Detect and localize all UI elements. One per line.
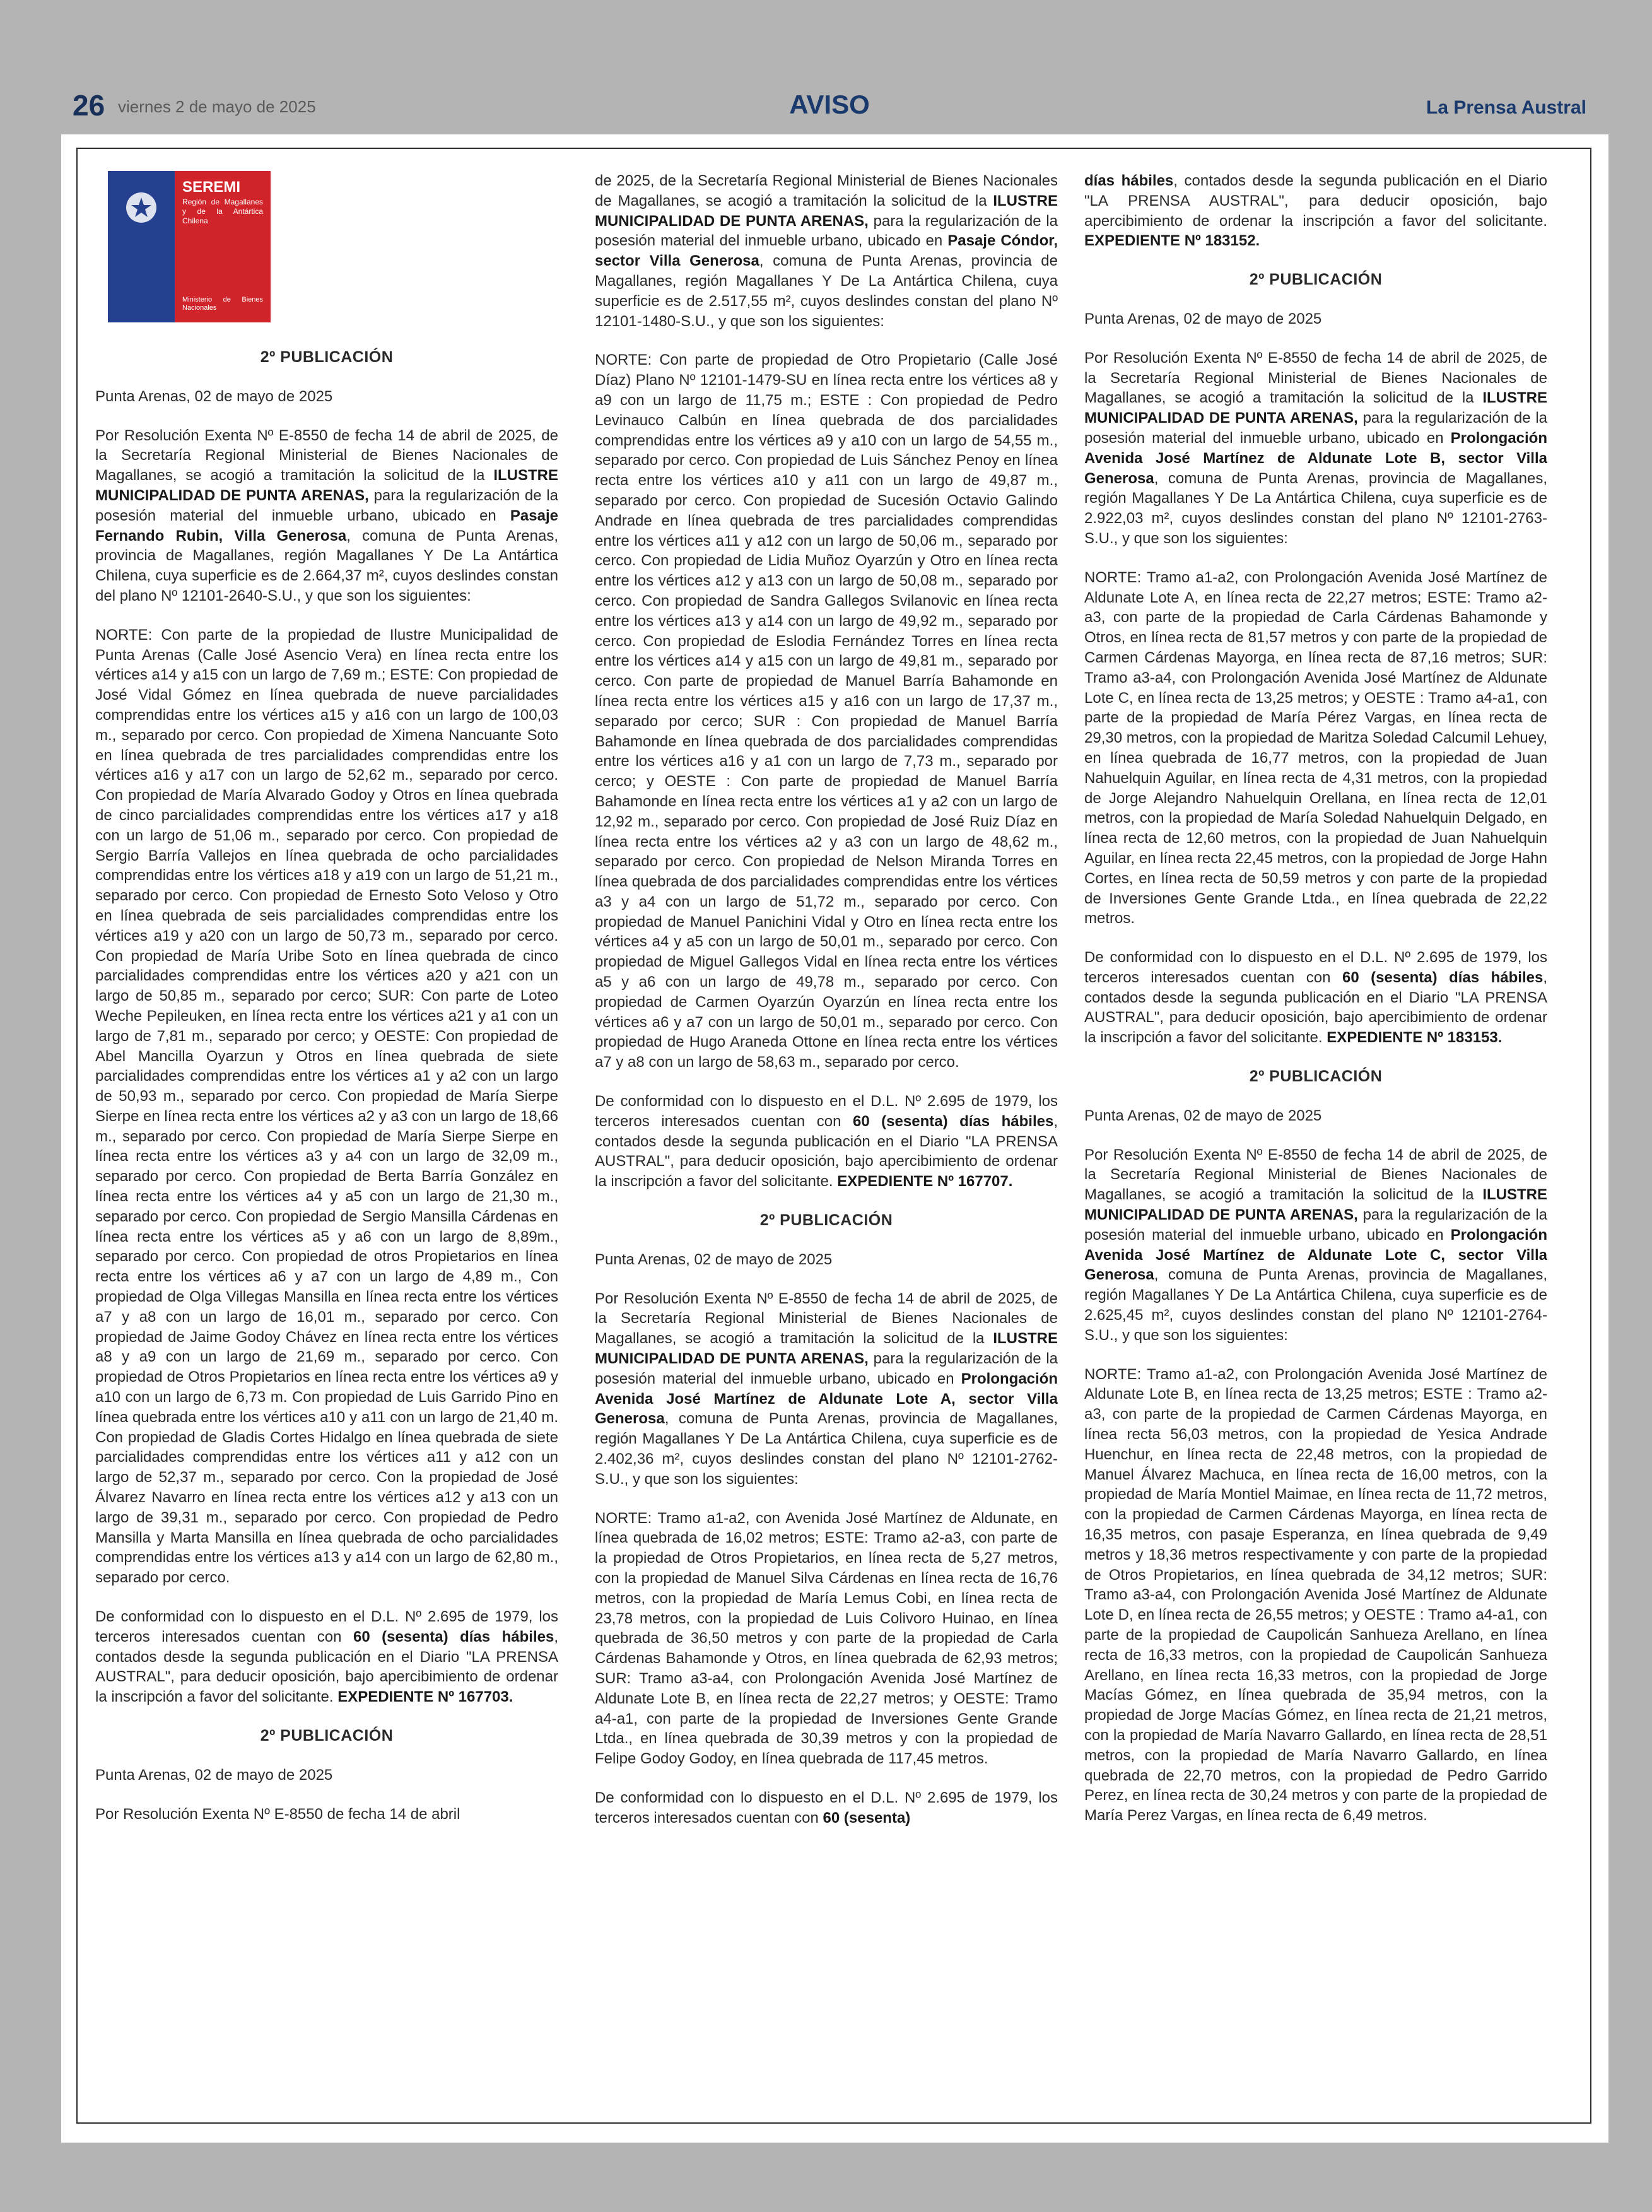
notice-boundaries: NORTE: Tramo a1-a2, con Prolongación Avenida José Martínez de Aldunate Lote B, en línea recta de 13,25 metros; ESTE : Tramo a2-a3, con parte de la propiedad de Carmen Cárdenas Mayorga, en línea recta 56,03 metros, con la propiedad de Yesica Andrade Huenchur, en línea recta de 22,48 metros, con la propiedad de Manuel Álvarez Machuca, en línea recta de 16,00 metros, con la propiedad de María Montiel Maimae, en línea recta de 11,72 metros, con la propiedad de Carmen Cárdenas Mayorga, en línea recta de 16,35 metros, con pasaje Esperanza, en línea quebrada de 9,49 metros y 18,36 metros respectivamente y con parte de la propiedad de Otros Propietarios, en línea quebrada de 34,12 metros; SUR: Tramo a3-a4, con Prolongación Avenida José Martínez de Aldunate Lote D, en línea recta de 26,55 metros; y OESTE : Tramo a4-a1, con parte de la propiedad de Caupolicán Sanhueza Arellano, en línea recta de 16,33 metros, con la propiedad de Caupolicán Sanhueza Arellano, en línea recta 16,33 metros, con la propiedad de Jorge Macías Gómez, en línea quebrada de 35,94 metros, con la propiedad de Jorge Macías Gómez, en línea recta de 21,21 metros, con la propiedad de María Navarro Gallardo, en línea recta de 28,51 metros, con la propiedad de María Navarro Gallardo, en línea quebrada de 22,70 metros, con la propiedad de Pedro Garrido Perez, en línea recta de 30,24 metros y con parte de la propiedad de María Perez Vargas, en línea recta de 6,49 metros. [1084,1365,1547,1825]
notice-heading: 2º PUBLICACIÓN [759,1211,893,1230]
notice-heading: 2º PUBLICACIÓN [260,1727,394,1744]
page-header [73,88,1586,126]
notice-intro: Por Resolución Exenta Nº E-8550 de fecha 14 de abril de 2025, de la Secretaría Regional Ministerial de Bienes Nacionales de Magallanes, se acogió a tramitación la solicitud de la ILUSTRE MUNICIPALIDAD DE PUNTA ARENAS, para la regularización de la posesión material del inmueble urbano, ubicado en Prolongación Avenida José Martínez de Aldunate Lote A, sector Villa Generosa, comuna de Punta Arenas, provincia de Magallanes, región Magallanes Y De La Antártica Chilena, cuya superficie es de 2.402,36 m², cuyos deslindes constan del plano Nº 12101-2762-S.U., y que son los siguientes: [595,1290,1058,1488]
notice-closing: De conformidad con lo dispuesto en el D.L. Nº 2.695 de 1979, los terceros interesados cuentan con 60 (sesenta) [595,1789,1058,1827]
coat-of-arms-icon [116,182,167,233]
logo-ministry: Ministerio de Bienes Nacionales [182,296,263,312]
logo-subtitle: Región de Magallanes y de la Antártica Chilena [182,197,263,225]
notice-dateline: Punta Arenas, 02 de mayo de 2025 [595,1250,833,1268]
section-title: AVISO [789,90,870,119]
notice-boundaries: NORTE: Tramo a1-a2, con Prolongación Avenida José Martínez de Aldunate Lote A, en línea recta de 22,27 metros; ESTE: Tramo a2-a3, con parte de la propiedad de Carla Cárdenas Bahamonde y Otros, en línea recta de 81,57 metros y con parte de la propiedad de Carmen Cárdenas Mayorga, en línea recta de 87,16 metros; SUR: Tramo a3-a4, con Prolongación Avenida José Martínez de Aldunate Lote C, en línea recta de 13,25 metros; y OESTE : Tramo a4-a1, con parte de la propiedad de María Pérez Vargas, en línea recta de 29,30 metros, con la propiedad de Maritza Soledad Calcumil Lehuey, en línea quebrada de 16,77 metros, con la propiedad de Juan Nahuelquin Aguilar, en línea recta de 4,31 metros, con la propiedad de Jorge Alejandro Nahuelquin Orellana, en línea recta de 12,01 metros, con la propiedad de María Soledad Nahuelquin Delgado, en línea recta de 12,60 metros, con la propiedad de Juan Nahuelquin Aguilar, en línea recta 22,45 metros, con la propiedad de Jorge Hahn Cortes, en línea recta de 50,59 metros y con parte de la propiedad de Inversiones Gente Grande Ltda., en línea quebrada de 22,22 metros. [1084,568,1547,927]
header-date: viernes 2 de mayo de 2025 [118,97,316,116]
column-3 [1084,171,1547,2108]
notice-boundaries: NORTE: Tramo a1-a2, con Avenida José Martínez de Aldunate, en línea quebrada de 16,02 metros; ESTE: Tramo a2-a3, con parte de la propiedad de Otros Propietarios, en línea recta de 5,27 metros, con la propiedad de Manuel Silva Cárdenas en línea recta de 16,76 metros, con la propiedad de María Lemus Cobi, en línea recta de 23,78 metros, con la propiedad de Luis Colivoro Huinao, en línea quebrada de 36,50 metros y con parte de la propiedad de Carla Cárdenas Bahamonde y Otros, en línea quebrada de 62,93 metros; SUR: Tramo a3-a4, con Prolongación Avenida José Martínez de Aldunate Lote B, en línea recta de 22,27 metros; y OESTE: Tramo a4-a1, con parte de la propiedad de Inversiones Gente Grande Ltda., en línea quebrada de 30,39 metros y con la propiedad de Felipe Godoy Godoy, en línea quebrada de 117,45 metros. [595,1509,1058,1768]
notice-dateline: Punta Arenas, 02 de mayo de 2025 [1084,1107,1322,1124]
notice-intro: Por Resolución Exenta Nº E-8550 de fecha 14 de abril de 2025, de la Secretaría Regional Ministerial de Bienes Nacionales de Magallanes, se acogió a tramitación la solicitud de la ILUSTRE MUNICIPALIDAD DE PUNTA ARENAS, para la regularización de la posesión material del inmueble urbano, ubicado en Prolongación Avenida José Martínez de Aldunate Lote C, sector Villa Generosa, comuna de Punta Arenas, provincia de Magallanes, región Magallanes Y De La Antártica Chilena, cuya superficie es de 2.625,45 m², cuyos deslindes constan del plano Nº 12101-2764-S.U., y que son los siguientes: [1084,1146,1547,1344]
seremi-logo [108,171,271,322]
notice-intro: de 2025, de la Secretaría Regional Ministerial de Bienes Nacionales de Magallanes, se acogió a tramitación la solicitud de la ILUSTRE MUNICIPALIDAD DE PUNTA ARENAS, para la regularización de la posesión material del inmueble urbano, ubicado en Pasaje Cóndor, sector Villa Generosa, comuna de Punta Arenas, provincia de Magallanes, región Magallanes Y De La Antártica Chilena, cuya superficie es de 2.517,55 m², cuyos deslindes constan del plano Nº 12101-1480-S.U., y que son los siguientes: [595,172,1058,330]
notice-page [61,134,1608,2143]
notice-closing: De conformidad con lo dispuesto en el D.L. Nº 2.695 de 1979, los terceros interesados cuentan con 60 (sesenta) días hábiles, contados desde la segunda publicación en el Diario "LA PRENSA AUSTRAL", para deducir oposición, bajo apercibimiento de ordenar la inscripción a favor del solicitante. EXPEDIENTE Nº 183153. [1084,949,1547,1047]
notice-intro: Por Resolución Exenta Nº E-8550 de fecha 14 de abril [95,1805,460,1823]
notice-heading: 2º PUBLICACIÓN [260,348,394,366]
page-number: 26 [73,89,105,122]
notice-heading: 2º PUBLICACIÓN [1249,1068,1383,1086]
notice-closing: De conformidad con lo dispuesto en el D.L. Nº 2.695 de 1979, los terceros interesados cuentan con 60 (sesenta) días hábiles, contados desde la segunda publicación en el Diario "LA PRENSA AUSTRAL", para deducir oposición, bajo apercibimiento de ordenar la inscripción a favor del solicitante. EXPEDIENTE Nº 167707. [595,1093,1058,1191]
notice-boundaries: NORTE: Con parte de la propiedad de Ilustre Municipalidad de Punta Arenas (Calle José Asencio Vera) en línea recta entre los vértices a14 y a15 con un largo de 7,69 m.; ESTE: Con propiedad de José Vidal Gómez en línea quebrada de nueve parcialidades comprendidas entre los vértices a15 y a16 con un largo de 100,03 m., separado por cerco. Con propiedad de Ximena Nancuante Soto en línea quebrada de tres parcialidades comprendidas entre los vértices a16 y a17 con un largo de 52,62 m., separado por cerco. Con propiedad de María Alvarado Godoy y Otros en línea quebrada de cinco parcialidades comprendidas entre los vértices a17 y a18 con un largo de 51,06 m., separado por cerco. Con propiedad de Sergio Barría Vallejos en línea quebrada de ocho parcialidades comprendidas entre los vértices a18 y a19 con un largo de 51,21 m., separado por cerco. Con propiedad de Ernesto Soto Veloso y Otro en línea quebrada de seis parcialidades comprendidas entre los vértices a19 y a20 con un largo de 50,73 m., separado por cerco. Con propiedad de María Uribe Soto en línea quebrada de cinco parcialidades comprendidas entre los vértices a20 y a21 con un largo de 50,85 m., separado por cerco; SUR: Con parte de Loteo Weche Pepileuken, en línea recta entre los vértices a21 y a1 con un largo de 7,81 m., separado por cerco; y OESTE: Con propiedad de Abel Mancilla Oyarzun y Otros en línea quebrada de siete parcialidades comprendidas entre los vértices a1 y a2 con un largo de 50,93 m., separado por cerco. Con propiedad de María Sierpe Sierpe en línea recta entre los vértices a2 y a3 con un largo de 18,66 m., separado por cerco. Con propiedad de María Sierpe Sierpe en línea recta entre los vértices a3 y a4 con un largo de 32,09 m., separado por cerco. Con propiedad de Berta Barría González en línea recta entre los vértices a4 y a5 con un largo de 21,30 m., separado por cerco. Con propiedad de Sergio Mansilla Cárdenas en línea recta entre los vértices a5 y a6 con un largo de 8,89m., separado por cerco. Con propiedad de otros Propietarios en línea recta entre los vértices a6 y a7 con un largo de 4,89 m., Con propiedad de Olga Villegas Mansilla en línea recta entre los vértices a7 y a8 con un largo de 16,01 m., separado por cerco. Con propiedad de Jaime Godoy Chávez en línea recta entre los vértices a8 y a9 con un largo de 21,69 m., separado por cerco. Con propiedad de Otros Propietarios en línea recta entre los vértices a9 y a10 con un largo de 6,73 m. Con propiedad de Luis Garrido Pino en línea quebrada entre los vértices a10 y a11 con un largo de 21,40 m. Con propiedad de Gladis Cortes Hidalgo en línea quebrada de siete parcialidades comprendidas entre los vértices a11 y a12 con un largo de 52,37 m., separado por cerco. Con la propiedad de José Álvarez Navarro en línea recta entre los vértices a12 y a13 con un largo de 39,31 m., separado por cerco. Con propiedad de Pedro Mansilla y Marta Mansilla en línea quebrada de ocho parcialidades comprendidas entre los vértices a13 y a14 con un largo de 62,80 m., separado por cerco. [95,626,558,1587]
notice-intro: Por Resolución Exenta Nº E-8550 de fecha 14 de abril de 2025, de la Secretaría Regional Ministerial de Bienes Nacionales de Magallanes, se acogió a tramitación la solicitud de la ILUSTRE MUNICIPALIDAD DE PUNTA ARENAS, para la regularización de la posesión material del inmueble urbano, ubicado en Pasaje Fernando Rubin, Villa Generosa, comuna de Punta Arenas, provincia de Magallanes, región Magallanes Y De La Antártica Chilena, cuya superficie es de 2.664,37 m², cuyos deslindes constan del plano Nº 12101-2640-S.U., y que son los siguientes: [95,427,558,604]
notice-heading: 2º PUBLICACIÓN [1249,271,1383,289]
column-1 [95,171,558,2108]
notice-intro: Por Resolución Exenta Nº E-8550 de fecha 14 de abril de 2025, de la Secretaría Regional Ministerial de Bienes Nacionales de Magallanes, se acogió a tramitación la solicitud de la ILUSTRE MUNICIPALIDAD DE PUNTA ARENAS, para la regularización de la posesión material del inmueble urbano, ubicado en Prolongación Avenida José Martínez de Aldunate Lote B, sector Villa Generosa, comuna de Punta Arenas, provincia de Magallanes, región Magallanes Y De La Antártica Chilena, cuya superficie es de 2.922,03 m², cuyos deslindes constan del plano Nº 12101-2763-S.U., y que son los siguientes: [1084,349,1547,547]
logo-title: SEREMI [182,179,241,196]
notice-closing: días hábiles, contados desde la segunda publicación en el Diario "LA PRENSA AUSTRAL", para deducir oposición, bajo apercibimiento de ordenar la inscripción a favor del solicitante. EXPEDIENTE Nº 183152. [1084,172,1547,250]
column-2 [595,171,1058,2108]
notice-closing: De conformidad con lo dispuesto en el D.L. Nº 2.695 de 1979, los terceros interesados cuentan con 60 (sesenta) días hábiles, contados desde la segunda publicación en el Diario "LA PRENSA AUSTRAL", para deducir oposición, bajo apercibimiento de ordenar la inscripción a favor del solicitante. EXPEDIENTE Nº 167703. [95,1608,558,1706]
notice-boundaries: NORTE: Con parte de propiedad de Otro Propietario (Calle José Díaz) Plano Nº 12101-1479-SU en línea recta entre los vértices a8 y a9 con un largo de 11,75 m.; ESTE : Con propiedad de Pedro Levinauco Calbún en línea quebrada de dos parcialidades comprendidas entre los vértices a9 y a10 con un largo de 54,55 m., separado por cerco. Con propiedad de Luis Sánchez Penoy en línea recta entre los vértices a10 y a11 con un largo de 49,87 m., separado por cerco. Con propiedad de Sucesión Octavio Galindo Andrade en línea quebrada de tres parcialidades comprendidas entre los vértices a11 y a12 con un largo de 50,06 m., separado por cerco. Con propiedad de Lidia Muñoz Oyarzún y Otro en línea recta entre los vértices a12 y a13 con un largo de 50,08 m., separado por cerco. Con propiedad de Sandra Gallegos Svilanovic en línea recta entre los vértices a13 y a14 con un largo de 49,92 m., separado por cerco. Con propiedad de Eslodia Fernández Torres en línea recta entre los vértices a14 y a15 con un largo de 49,81 m., separado por cerco. Con parte de propiedad de Manuel Barría Bahamonde en línea recta entre los vértices a15 y a16 con un largo de 17,37 m., separado por cerco; SUR : Con propiedad de Manuel Barría Bahamonde en línea quebrada de dos parcialidades comprendidas entre los vértices a16 y a1 con un largo de 7,73 m., separado por cerco; y OESTE : Con parte de propiedad de Manuel Barría Bahamonde en línea recta entre los vértices a1 y a2 con un largo de 12,92 m., separado por cerco. Con propiedad de José Ruiz Díaz en línea recta entre los vértices a2 y a3 con un largo de 48,62 m., separado por cerco. Con propiedad de Nelson Miranda Torres en línea quebrada de dos parcialidades comprendidas entre los vértices a3 y a4 con un largo de 51,72 m., separado por cerco. Con propiedad de Manuel Panichini Vidal y Otro en línea recta entre los vértices a4 y a5 con un largo de 50,01 m., separado por cerco. Con propiedad de Miguel Gallegos Vidal en línea recta entre los vértices a5 y a6 con un largo de 49,78 m., separado por cerco. Con propiedad de Carmen Oyarzún Oyarzún en línea recta entre los vértices a6 y a7 con un largo de 50,01 m., separado por cerco. Con propiedad de Hugo Araneda Ottone en línea recta entre los vértices a7 y a8 con un largo de 58,63 m., separado por cerco. [595,351,1058,1071]
newspaper-name: La Prensa Austral [1426,97,1586,118]
notice-dateline: Punta Arenas, 02 de mayo de 2025 [95,1766,333,1784]
notice-dateline: Punta Arenas, 02 de mayo de 2025 [1084,310,1322,327]
notice-dateline: Punta Arenas, 02 de mayo de 2025 [95,387,333,405]
